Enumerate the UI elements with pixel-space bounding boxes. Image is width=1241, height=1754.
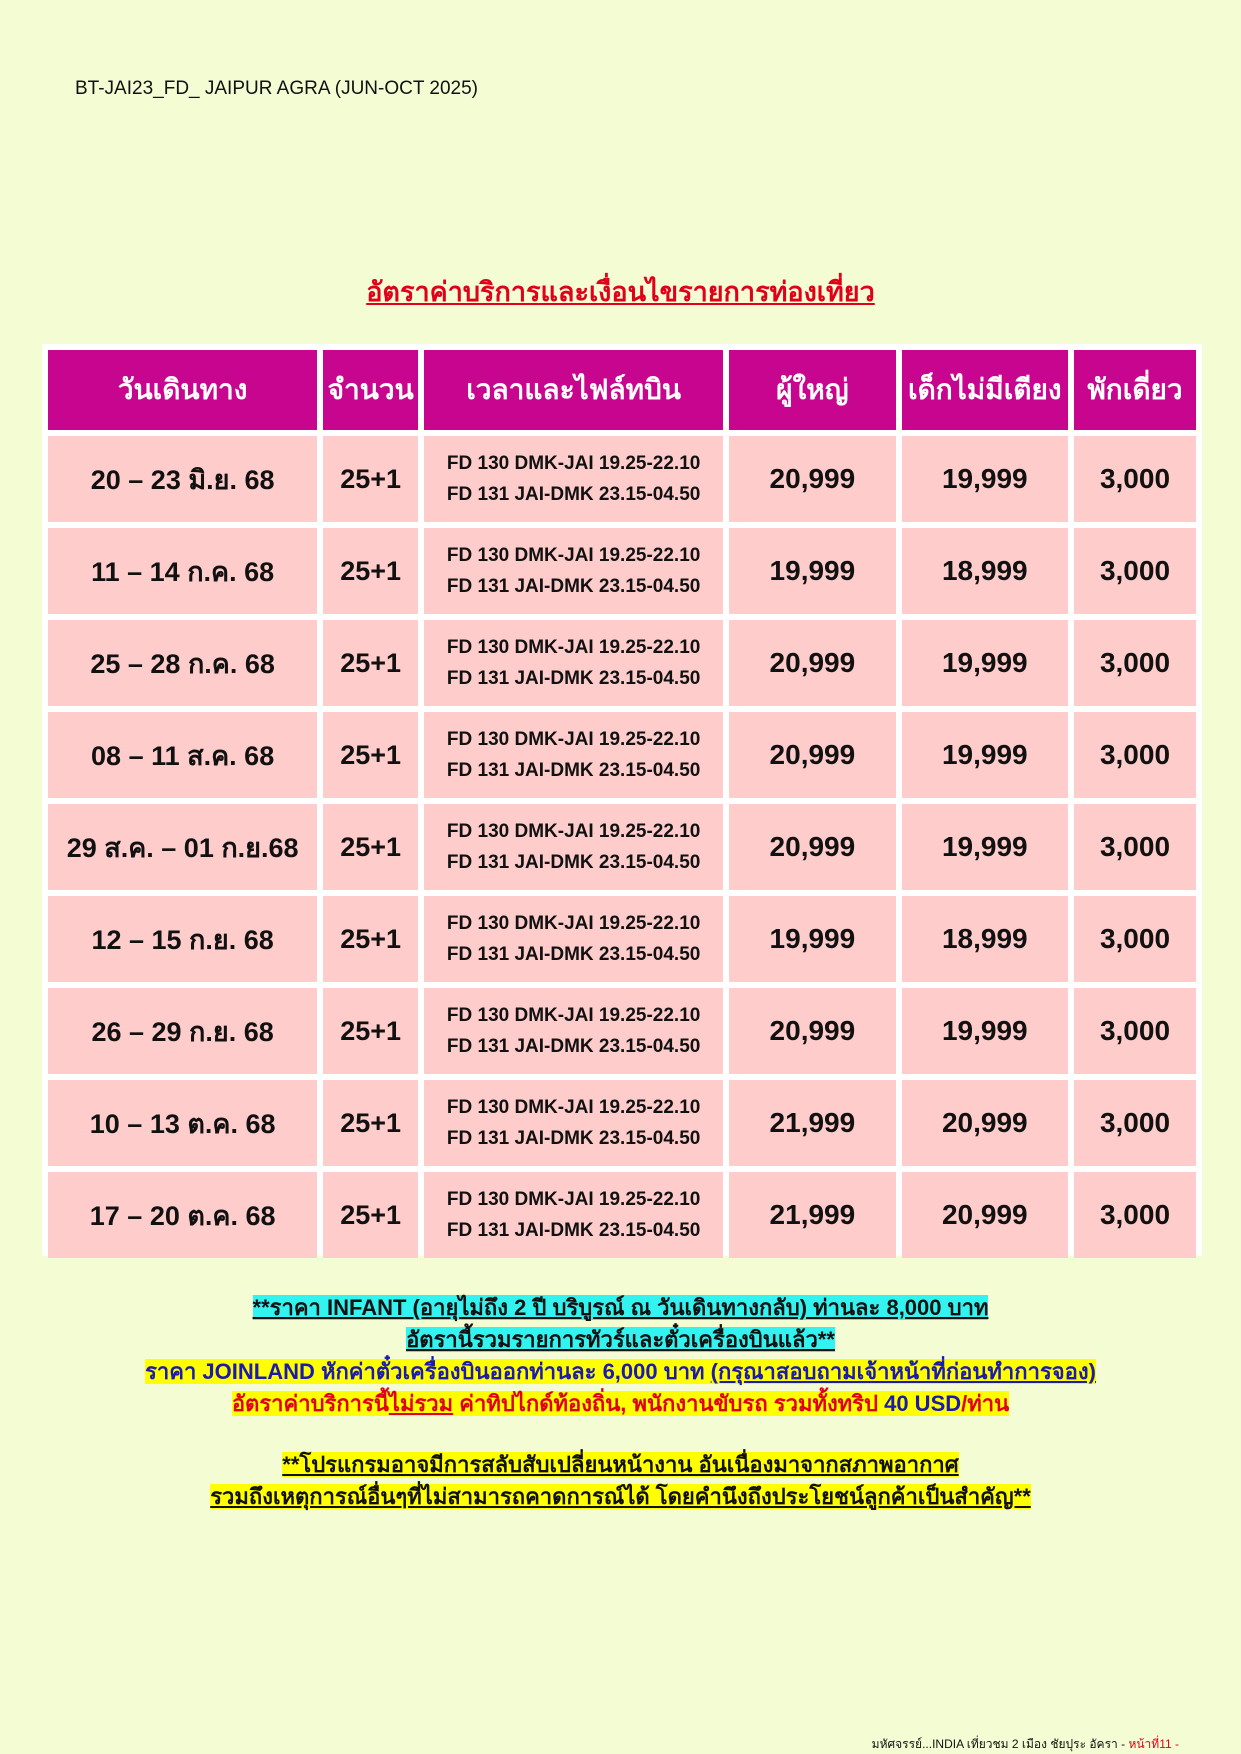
price-table-frame <box>42 344 1202 1256</box>
child-no-bed-price-cell: 19,999 <box>902 988 1068 1074</box>
flight-cell <box>424 712 723 798</box>
travel-date-cell: 29 ส.ค. – 01 ก.ย.68 <box>48 804 317 890</box>
single-supplement-cell: 3,000 <box>1074 1080 1196 1166</box>
quantity-cell: 25+1 <box>323 1172 418 1258</box>
excluded-note <box>232 1391 1009 1416</box>
table-row <box>48 436 1196 522</box>
excluded-amount: 40 USD <box>884 1391 962 1416</box>
flight-cell <box>424 988 723 1074</box>
outbound-flight: FD 130 DMK-JAI 19.25-22.10 <box>446 821 701 842</box>
single-supplement-cell: 3,000 <box>1074 896 1196 982</box>
return-flight: FD 131 JAI-DMK 23.15-04.50 <box>446 1128 701 1149</box>
header-flight: เวลาและไฟล์ทบิน <box>424 350 723 430</box>
document-code: BT-JAI23_FD_ JAIPUR AGRA (JUN-OCT 2025) <box>75 78 478 99</box>
single-supplement-cell: 3,000 <box>1074 620 1196 706</box>
table-row <box>48 804 1196 890</box>
child-no-bed-price-cell: 19,999 <box>902 804 1068 890</box>
adult-price-cell: 19,999 <box>729 528 895 614</box>
quantity-cell: 25+1 <box>323 1080 418 1166</box>
joinland-contact: (กรุณาสอบถามเจ้าหน้าที่ก่อนทำการจอง) <box>710 1359 1096 1384</box>
program-note-line-1: **โปรแกรมอาจมีการสลับสับเปลี่ยนหน้างาน อันเนื่องมาจากสภาพอากาศ <box>282 1452 959 1477</box>
included-note: อัตรานี้รวมรายการทัวร์และตั๋วเครื่องบินแล้ว** <box>406 1327 835 1352</box>
child-no-bed-price-cell: 19,999 <box>902 436 1068 522</box>
single-supplement-cell: 3,000 <box>1074 804 1196 890</box>
child-no-bed-price-cell: 18,999 <box>902 896 1068 982</box>
quantity-cell: 25+1 <box>323 896 418 982</box>
page-heading: อัตราค่าบริการและเงื่อนไขรายการท่องเที่ยว <box>366 277 875 307</box>
quantity-cell: 25+1 <box>323 988 418 1074</box>
flight-cell <box>424 804 723 890</box>
joinland-text: ราคา JOINLAND หักค่าตั๋วเครื่องบินออกท่านละ 6,000 บาท <box>145 1359 711 1384</box>
header-adult: ผู้ใหญ่ <box>729 350 895 430</box>
child-no-bed-price-cell: 20,999 <box>902 1080 1068 1166</box>
header-travel-date: วันเดินทาง <box>48 350 317 430</box>
quantity-cell: 25+1 <box>323 436 418 522</box>
child-no-bed-price-cell: 20,999 <box>902 1172 1068 1258</box>
travel-date-cell: 20 – 23 มิ.ย. 68 <box>48 436 317 522</box>
table-row <box>48 896 1196 982</box>
return-flight: FD 131 JAI-DMK 23.15-04.50 <box>446 576 701 597</box>
header-child-no-bed: เด็กไม่มีเตียง <box>902 350 1068 430</box>
adult-price-cell: 20,999 <box>729 988 895 1074</box>
page-footer <box>872 1735 1179 1754</box>
footer-text: มหัศจรรย์...INDIA เที่ยวชม 2 เมือง ชัยปุระ อัครา - <box>871 1737 1129 1751</box>
adult-price-cell: 20,999 <box>729 712 895 798</box>
excluded-suffix: /ท่าน <box>961 1391 1010 1416</box>
program-notice <box>0 1449 1241 1513</box>
adult-price-cell: 20,999 <box>729 436 895 522</box>
outbound-flight: FD 130 DMK-JAI 19.25-22.10 <box>446 1189 701 1210</box>
quantity-cell: 25+1 <box>323 804 418 890</box>
notes-block <box>0 1292 1241 1420</box>
travel-date-cell: 25 – 28 ก.ค. 68 <box>48 620 317 706</box>
flight-cell <box>424 528 723 614</box>
child-no-bed-price-cell: 19,999 <box>902 712 1068 798</box>
outbound-flight: FD 130 DMK-JAI 19.25-22.10 <box>446 453 701 474</box>
child-no-bed-price-cell: 19,999 <box>902 620 1068 706</box>
travel-date-cell: 11 – 14 ก.ค. 68 <box>48 528 317 614</box>
flight-cell <box>424 1172 723 1258</box>
table-row <box>48 988 1196 1074</box>
outbound-flight: FD 130 DMK-JAI 19.25-22.10 <box>446 637 701 658</box>
adult-price-cell: 20,999 <box>729 620 895 706</box>
infant-price-note: **ราคา INFANT (อายุไม่ถึง 2 ปี บริบูรณ์ ณ วันเดินทางกลับ) ท่านละ 8,000 บาท <box>252 1295 989 1320</box>
return-flight: FD 131 JAI-DMK 23.15-04.50 <box>446 760 701 781</box>
joinland-note <box>145 1359 1096 1384</box>
travel-date-cell: 12 – 15 ก.ย. 68 <box>48 896 317 982</box>
outbound-flight: FD 130 DMK-JAI 19.25-22.10 <box>446 729 701 750</box>
child-no-bed-price-cell: 18,999 <box>902 528 1068 614</box>
quantity-cell: 25+1 <box>323 528 418 614</box>
program-note-line-2: รวมถึงเหตุการณ์อื่นๆที่ไม่สามารถคาดการณ์ได้ โดยคำนึงถึงประโยชน์ลูกค้าเป็นสำคัญ** <box>210 1484 1031 1509</box>
adult-price-cell: 21,999 <box>729 1080 895 1166</box>
outbound-flight: FD 130 DMK-JAI 19.25-22.10 <box>446 1005 701 1026</box>
table-header-row <box>48 350 1196 430</box>
flight-cell <box>424 436 723 522</box>
page-number: หน้าที่11 - <box>1128 1737 1179 1751</box>
table-row <box>48 620 1196 706</box>
excluded-text: ค่าทิปไกด์ท้องถิ่น, พนักงานขับรถ รวมทั้งทริป <box>453 1391 885 1416</box>
header-quantity: จำนวน <box>323 350 418 430</box>
table-row <box>48 528 1196 614</box>
adult-price-cell: 21,999 <box>729 1172 895 1258</box>
travel-date-cell: 10 – 13 ต.ค. 68 <box>48 1080 317 1166</box>
outbound-flight: FD 130 DMK-JAI 19.25-22.10 <box>446 1097 701 1118</box>
header-single: พักเดี่ยว <box>1074 350 1196 430</box>
travel-date-cell: 17 – 20 ต.ค. 68 <box>48 1172 317 1258</box>
return-flight: FD 131 JAI-DMK 23.15-04.50 <box>446 1036 701 1057</box>
single-supplement-cell: 3,000 <box>1074 528 1196 614</box>
table-row <box>48 1080 1196 1166</box>
flight-cell <box>424 620 723 706</box>
excluded-word: ไม่รวม <box>388 1391 454 1416</box>
table-row <box>48 1172 1196 1258</box>
travel-date-cell: 26 – 29 ก.ย. 68 <box>48 988 317 1074</box>
single-supplement-cell: 3,000 <box>1074 436 1196 522</box>
quantity-cell: 25+1 <box>323 620 418 706</box>
return-flight: FD 131 JAI-DMK 23.15-04.50 <box>446 484 701 505</box>
single-supplement-cell: 3,000 <box>1074 988 1196 1074</box>
outbound-flight: FD 130 DMK-JAI 19.25-22.10 <box>446 545 701 566</box>
price-table <box>42 344 1202 1264</box>
travel-date-cell: 08 – 11 ส.ค. 68 <box>48 712 317 798</box>
single-supplement-cell: 3,000 <box>1074 1172 1196 1258</box>
return-flight: FD 131 JAI-DMK 23.15-04.50 <box>446 852 701 873</box>
adult-price-cell: 20,999 <box>729 804 895 890</box>
outbound-flight: FD 130 DMK-JAI 19.25-22.10 <box>446 913 701 934</box>
flight-cell <box>424 1080 723 1166</box>
table-row <box>48 712 1196 798</box>
flight-cell <box>424 896 723 982</box>
return-flight: FD 131 JAI-DMK 23.15-04.50 <box>446 1220 701 1241</box>
return-flight: FD 131 JAI-DMK 23.15-04.50 <box>446 668 701 689</box>
adult-price-cell: 19,999 <box>729 896 895 982</box>
return-flight: FD 131 JAI-DMK 23.15-04.50 <box>446 944 701 965</box>
excluded-prefix: อัตราค่าบริการนี้ <box>231 1391 389 1416</box>
single-supplement-cell: 3,000 <box>1074 712 1196 798</box>
quantity-cell: 25+1 <box>323 712 418 798</box>
